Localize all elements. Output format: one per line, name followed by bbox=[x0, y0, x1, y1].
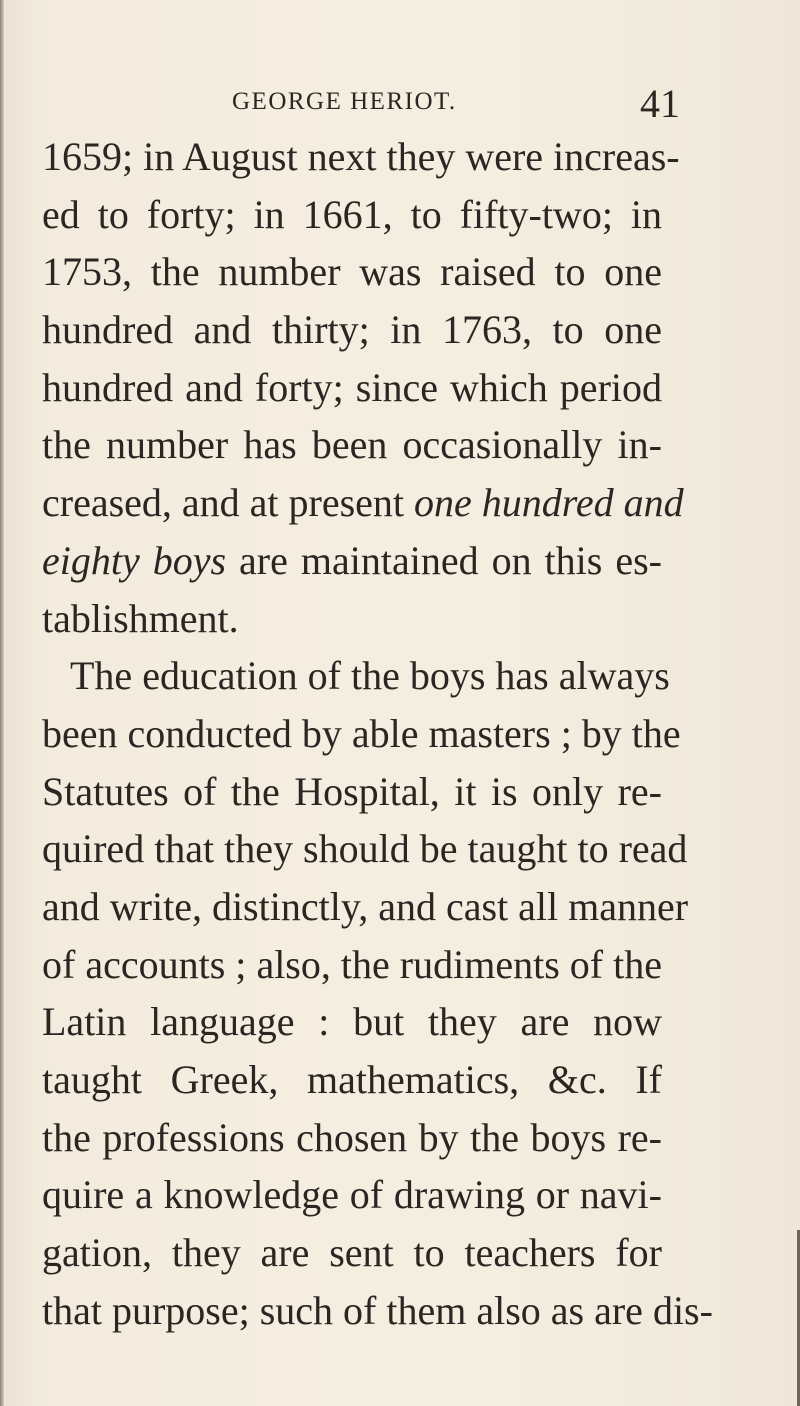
text-line: that purpose; such of them also as are dis- bbox=[42, 1287, 713, 1333]
page-number: 41 bbox=[640, 81, 680, 126]
text-line: creased, and at present one hundred and bbox=[42, 480, 684, 526]
italic-phrase: eighty boys bbox=[42, 537, 227, 583]
text-line: 1753, the number was raised to one bbox=[42, 249, 662, 295]
text-line: Statutes of the Hospital, it is only re- bbox=[42, 768, 662, 814]
text-line: been conducted by able masters ; by the bbox=[42, 710, 681, 756]
text-line: hundred and forty; since which period bbox=[42, 364, 662, 410]
text-line: of accounts ; also, the rudiments of the bbox=[42, 941, 662, 987]
text-line: The education of the boys has always bbox=[70, 653, 670, 699]
text-line: 1659; in August next they were increas- bbox=[42, 134, 680, 179]
text-line: hundred and thirty; in 1763, to one bbox=[42, 307, 662, 353]
running-head-title: GEORGE HERIOT. bbox=[232, 88, 457, 115]
text-line: ed to forty; in 1661, to fifty-two; in bbox=[42, 191, 662, 237]
text-line: gation, they are sent to teachers for bbox=[42, 1230, 662, 1276]
text-line: taught Greek, mathematics, &c. If bbox=[42, 1057, 662, 1102]
text-line: eighty boys are maintained on this es- bbox=[42, 537, 662, 583]
text-line: quire a knowledge of drawing or navi- bbox=[42, 1172, 662, 1218]
italic-phrase: one hundred and bbox=[414, 480, 684, 526]
running-head bbox=[232, 81, 732, 128]
text-line: and write, distinctly, and cast all manner bbox=[42, 883, 689, 929]
text-line: quired that they should be taught to read bbox=[42, 826, 688, 872]
text-line: tablishment. bbox=[42, 595, 239, 641]
body-text bbox=[42, 128, 713, 1339]
text-line: the number has been occasionally in- bbox=[42, 422, 662, 468]
page-left-shadow bbox=[0, 0, 4, 1406]
text-line: Latin language : but they are now bbox=[42, 999, 662, 1045]
text-line: the professions chosen by the boys re- bbox=[42, 1114, 662, 1160]
